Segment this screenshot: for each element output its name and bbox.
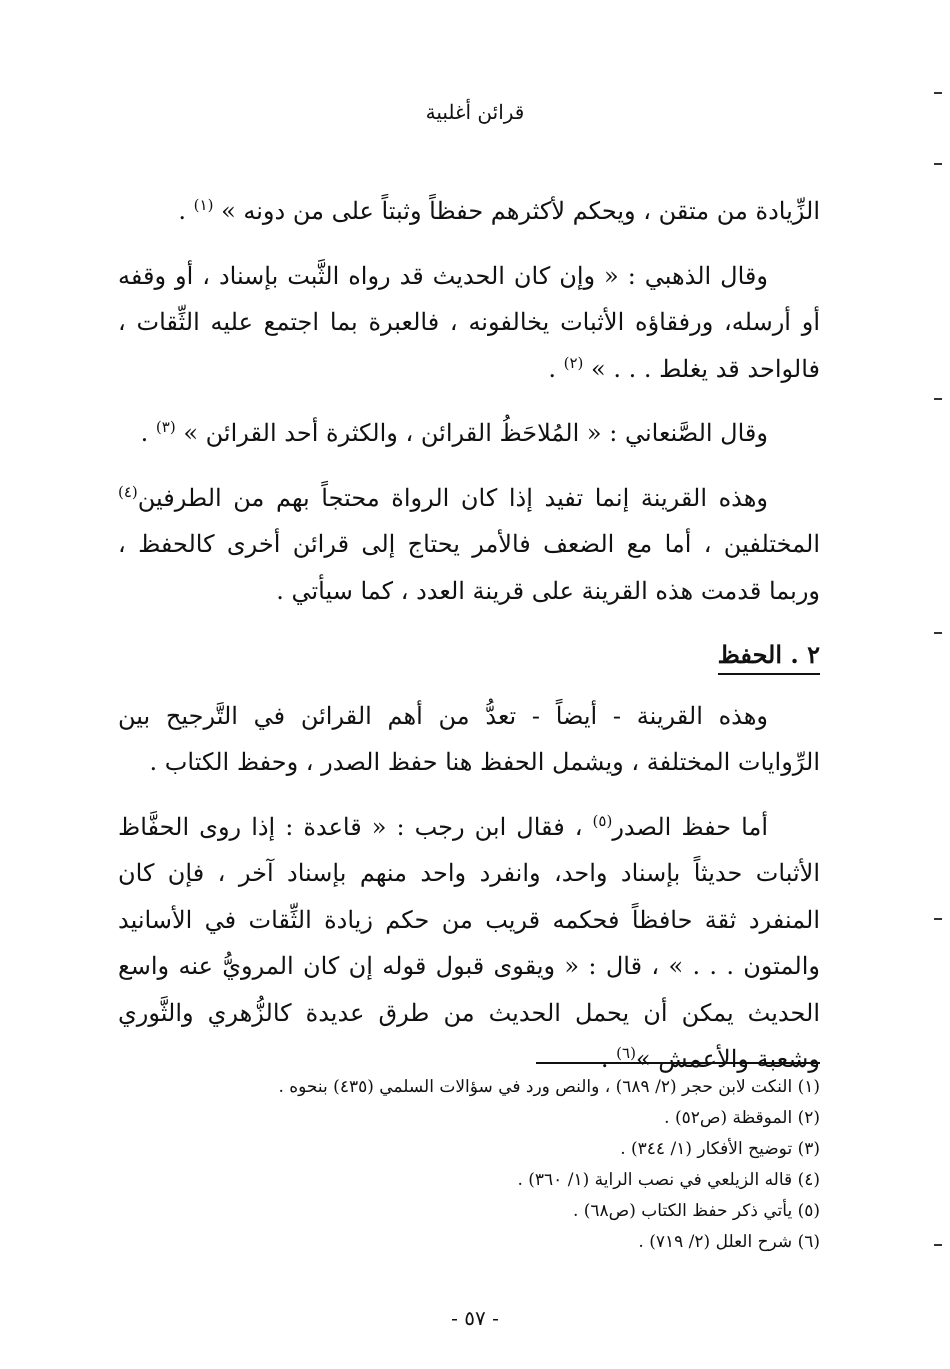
scan-edge-mark <box>934 92 942 94</box>
paragraph-tail: . <box>140 419 156 447</box>
paragraph <box>118 804 820 1083</box>
paragraph-text: وقال الصَّنعاني : « المُلاحَظُ القرائن ، والكثرة أحد القرائن » <box>183 419 768 447</box>
scan-edge-mark <box>934 163 942 165</box>
footnote-item: (١) النكت لابن حجر (٢/ ٦٨٩) ، والنص ورد في سؤالات السلمي (٤٣٥) بنحوه . <box>278 1077 820 1097</box>
paragraph-tail: . <box>600 1045 617 1073</box>
footnote-ref: (٣) <box>155 418 176 436</box>
paragraph <box>118 475 820 615</box>
paragraph <box>118 693 820 786</box>
paragraph-tail: المختلفين ، أما مع الضعف فالأمر يحتاج إلى قرائن أخرى كالحفظ ، وربما قدمت هذه القرينة على قرينة العدد ، كما سيأتي . <box>118 530 820 605</box>
footnote-item: (٥) يأتي ذكر حفظ الكتاب (ص٦٨) . <box>572 1201 820 1221</box>
section-heading <box>118 632 820 679</box>
scan-edge-mark <box>934 398 942 400</box>
paragraph-tail: . <box>548 354 564 383</box>
section-heading-text: ٢ . الحفظ <box>718 640 820 675</box>
paragraph-tail: . <box>178 197 194 225</box>
scan-edge-mark <box>934 632 942 634</box>
footnote-ref: (٢) <box>563 353 584 372</box>
main-text <box>118 188 820 1101</box>
footnote-item: (٢) الموقظة (ص٥٢) . <box>664 1108 820 1128</box>
scan-edge-mark <box>934 1244 942 1246</box>
paragraph-text: وهذه القرينة - أيضاً - تعدُّ من أهم القرائن في التَّرجيح بين الرِّوايات المختلفة ، ويشمل الحفظ هنا حفظ الصدر ، وحفظ الكتاب . <box>118 701 820 776</box>
paragraph <box>118 188 820 235</box>
paragraph <box>118 410 820 457</box>
page-number: - ٥٧ - <box>451 1306 499 1330</box>
footnote-item: (٦) شرح العلل (٢/ ٧١٩) . <box>638 1232 820 1252</box>
scan-edge-mark <box>934 918 942 920</box>
footnotes-list <box>118 1072 820 1258</box>
footnote-ref: (٤) <box>118 482 138 501</box>
paragraph-text: أما حفظ الصدر <box>612 812 768 841</box>
footnote-item: (٤) قاله الزيلعي في نصب الراية (١/ ٣٦٠) . <box>517 1170 820 1190</box>
paragraph-text: وهذه القرينة إنما تفيد إذا كان الرواة محتجاً بهم من الطرفين <box>137 483 768 512</box>
paragraph-text: الزِّيادة من متقن ، ويحكم لأكثرهم حفظاً وثبتاً على من دونه » <box>221 197 820 225</box>
footnote-item: (٣) توضيح الأفكار (١/ ٣٤٤) . <box>620 1139 820 1159</box>
footnote-ref: (٦) <box>616 1044 636 1062</box>
paragraph <box>118 253 820 393</box>
running-head: قرائن أغلبية <box>425 100 525 124</box>
footnote-divider <box>536 1062 820 1064</box>
paragraph-tail: ، فقال ابن رجب : « قاعدة : إذا روى الحفَّاظ الأثبات حديثاً بإسناد واحد، وانفرد واحد منهم بإسناد آخر ، فإن كان المنفرد ثقة حافظاً فحكمه قريب من حكم زيادة الثِّقات في الأسانيد والمتون . . . » ، قال : « ويقوى قبول قوله إن كان المرويُّ عنه واسع الحديث يمكن أن يحمل الحديث من طرق عديدة كالزُّهري والثَّوري وشعبة والأعمش » <box>118 812 820 1073</box>
footnote-ref: (٥) <box>592 811 613 830</box>
paragraph-text: وقال الذهبي : « وإن كان الحديث قد رواه الثَّبت بإسناد ، أو وقفه أو أرسله، ورفقاؤه الأثبات يخالفونه ، فالعبرة بما اجتمع عليه الثِّقات ، فالواحد قد يغلط . . . » <box>118 261 820 383</box>
footnote-ref: (١) <box>193 196 214 214</box>
